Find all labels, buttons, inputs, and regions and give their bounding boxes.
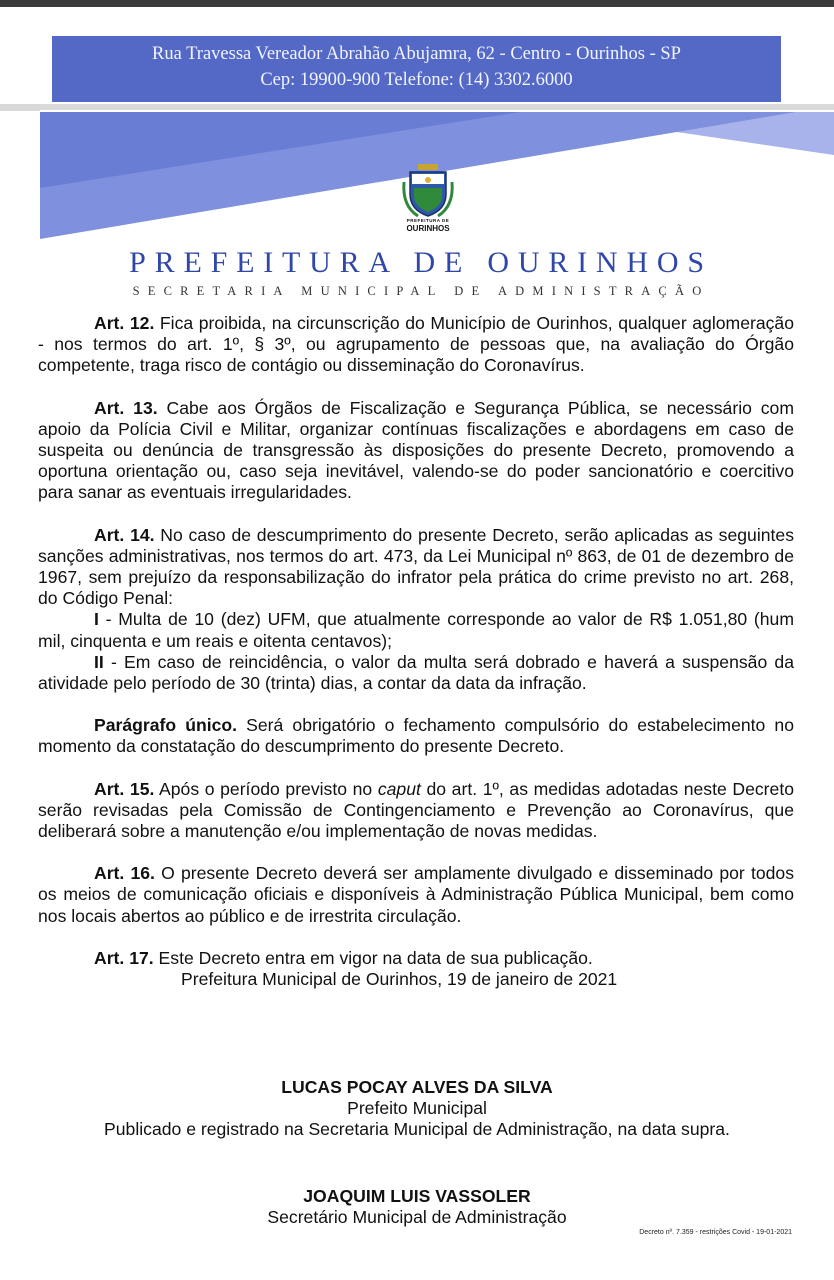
paragrafo-unico — [38, 715, 794, 757]
article-14 — [38, 525, 794, 610]
article-text-before: Após o período previsto no — [154, 778, 378, 799]
org-title: PREFEITURA DE OURINHOS — [129, 246, 713, 279]
decree-reference: Decreto nº. 7.359 - restrições Covid - 19-01-2021 — [639, 1229, 792, 1236]
article-text-italic: caput — [377, 778, 421, 799]
address-line-2: Cep: 19900-900 Telefone: (14) 3302.6000 — [260, 70, 573, 90]
article-text: Fica proibida, na circunscrição do Município de Ourinhos, qualquer aglomeração - nos termos do art. 1º, § 3º, ou agrupamento de pessoas que, na avaliação do Órgão competente, traga risco de contágio ou disseminação do Coronavírus. — [38, 313, 794, 376]
paragraph-text: Será obrigatório o fechamento compulsório do estabelecimento no momento da constatação do descumprimento do presente Decreto. — [38, 715, 795, 757]
secretary-title: Secretário Municipal de Administração — [267, 1207, 567, 1227]
top-dark-bar — [0, 0, 834, 7]
org-subtitle: SECRETARIA MUNICIPAL DE ADMINISTRAÇÃO — [132, 284, 710, 298]
item-text: - Multa de 10 (dez) UFM, que atualmente corresponde ao valor de R$ 1.051,80 (hum mil, cinquenta e um reais e oitenta centavos); — [38, 609, 794, 651]
article-text: Este Decreto entra em vigor na data de sua publicação. — [153, 947, 593, 968]
article-16 — [38, 863, 794, 927]
article-15 — [38, 779, 794, 843]
address-line-1: Rua Travessa Vereador Abrahão Abujamra, 62 - Centro - Ourinhos - SP — [152, 44, 681, 64]
article-text-after: do art. 1º, as medidas adotadas neste Decreto serão revisadas pela Comissão de Contingenciamento e Prevenção ao Coronavírus, que deliberará sobre a manutenção e/ou implementação de novas medidas. — [38, 778, 794, 842]
address-banner — [52, 36, 781, 102]
mayor-name: LUCAS POCAY ALVES DA SILVA — [281, 1077, 553, 1097]
mayor-title: Prefeito Municipal — [347, 1098, 487, 1118]
logo-caption-city: OURINHOS — [406, 224, 450, 233]
article-text: No caso de descumprimento do presente Decreto, serão aplicadas as seguintes sanções administrativas, nos termos do art. 473, da Lei Municipal nº 863, de 01 de dezembro de 1967, sem prejuízo da responsabilização do infrator pela prática do crime previsto no art. 268, do Código Penal: — [38, 524, 794, 609]
paragraph-label: Parágrafo único. — [94, 715, 238, 736]
secretary-name: JOAQUIM LUIS VASSOLER — [303, 1186, 531, 1206]
secretary-signature-block — [0, 1186, 834, 1228]
article-label: Art. 16. — [94, 863, 155, 884]
article-label: Art. 17. — [94, 947, 154, 968]
item-label: I — [94, 609, 99, 630]
article-14-item-1 — [38, 609, 794, 651]
mayor-signature-block — [0, 1077, 834, 1140]
item-text: - Em caso de reincidência, o valor da multa será dobrado e haverá a suspensão da atividade pelo período de 30 (trinta) dias, a contar da data da infração. — [38, 651, 794, 694]
item-label: II — [94, 651, 104, 672]
article-text: Cabe aos Órgãos de Fiscalização e Segurança Pública, se necessário com apoio da Polícia Civil e Militar, organizar contínuas fiscalizações e abordagens em caso de suspeita ou denúncia de transgressão às disposições do presente Decreto, promovendo a oportuna orientação ou, caso seja inevitável, valendo-se do poder sancionatório e coercitivo para sanar as eventuais irregularidades. — [38, 397, 794, 503]
city-coat-of-arms-logo — [396, 162, 460, 234]
decree-body — [38, 313, 794, 990]
article-13 — [38, 398, 794, 504]
article-label: Art. 15. — [94, 778, 155, 799]
article-label: Art. 12. — [94, 313, 155, 333]
article-12 — [38, 313, 794, 377]
article-text: O presente Decreto deverá ser amplamente divulgado e disseminado por todos os meios de comunicação oficiais e disponíveis à Administração Pública Municipal, bem como nos locais abertos ao público e de irrestrita circulação. — [38, 863, 794, 926]
article-14-item-2 — [38, 652, 794, 694]
article-label: Art. 14. — [94, 524, 155, 545]
article-label: Art. 13. — [94, 397, 158, 418]
published-note: Publicado e registrado na Secretaria Municipal de Administração, na data supra. — [104, 1119, 730, 1139]
logo-caption-small: PREFEITURA DE — [406, 218, 450, 223]
place-and-date: Prefeitura Municipal de Ourinhos, 19 de janeiro de 2021 — [181, 969, 618, 990]
article-17 — [38, 948, 794, 969]
